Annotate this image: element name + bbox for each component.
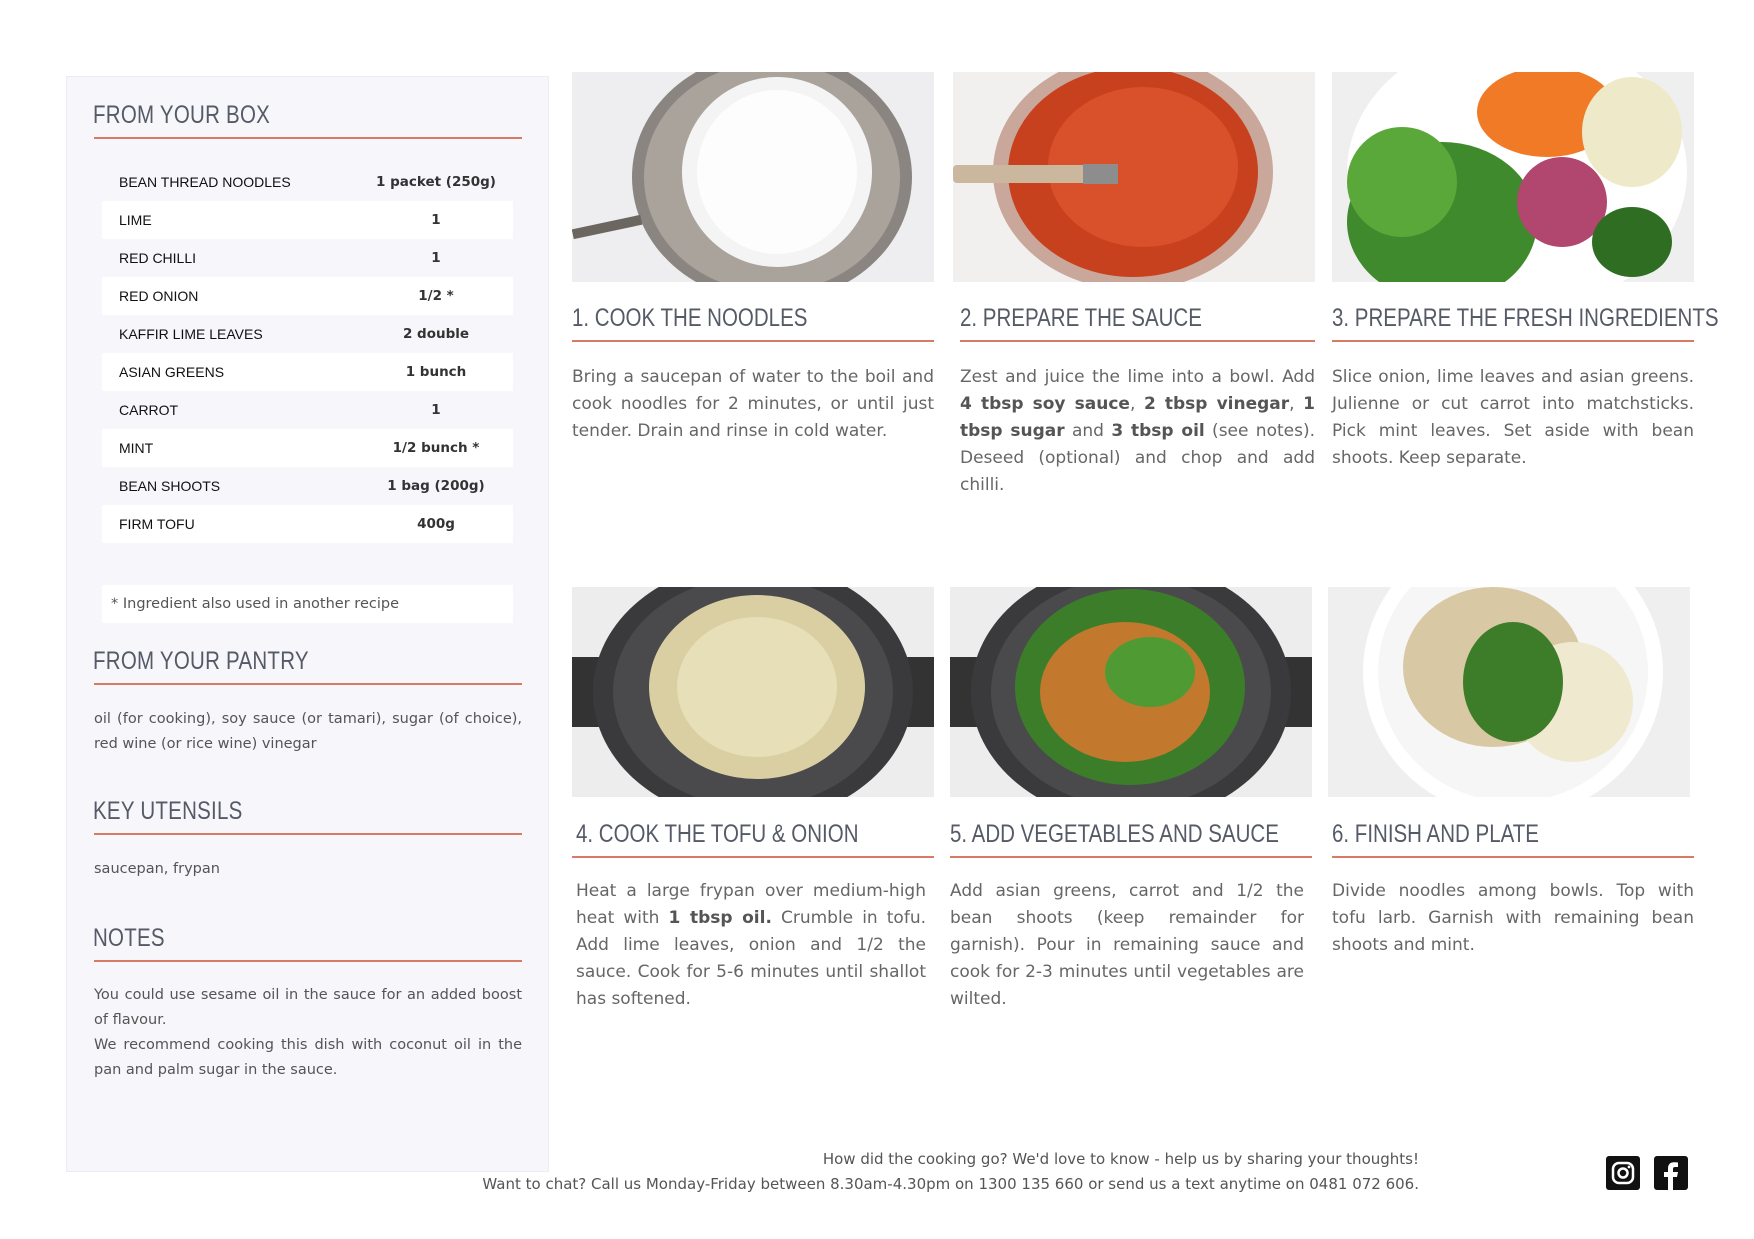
divider <box>572 856 934 858</box>
utensils-text: saucepan, frypan <box>94 861 220 877</box>
fresh-ingredients-photo <box>1332 72 1694 282</box>
divider <box>1332 856 1694 858</box>
from-your-box-title: FROM YOUR BOX <box>93 101 271 129</box>
step-6-text: Divide noodles among bowls. Top with tofu larb. Garnish with remaining bean shoots and mint. <box>1332 881 1694 955</box>
step-6-title: 6. FINISH AND PLATE <box>1332 820 1539 848</box>
footer-contact-text: Want to chat? Call us Monday-Friday between 8.30am-4.30pm on 1300 135 660 or send us a text anytime on 0481 072 606. <box>482 1175 1419 1193</box>
ingredient-qty: 1/2 bunch * <box>359 429 513 467</box>
step-4-title: 4. COOK THE TOFU & ONION <box>576 820 859 848</box>
divider <box>960 340 1315 342</box>
text-run-bold: 4 tbsp soy sauce <box>960 394 1130 414</box>
tofu-photo <box>572 587 934 797</box>
notes-text-2: We recommend cooking this dish with coconut oil in the pan and palm sugar in the sauce. <box>94 1037 522 1078</box>
step-5-title: 5. ADD VEGETABLES AND SAUCE <box>950 820 1279 848</box>
ingredient-name: CARROT <box>119 402 179 418</box>
ingredients-sidebar <box>66 76 549 1172</box>
step-3-title: 3. PREPARE THE FRESH INGREDIENTS <box>1332 304 1719 332</box>
text-run: Zest and juice the lime into a bowl. Add <box>960 367 1315 387</box>
fresh-ingredients-plate-image <box>1332 72 1694 282</box>
key-utensils-title: KEY UTENSILS <box>93 797 243 825</box>
divider <box>94 960 522 962</box>
text-run: Crumble in tofu. Add lime leaves, onion and 1/2 the sauce. Cook for 5-6 minutes until shallot has softened. <box>576 908 927 1009</box>
ingredient-name: RED ONION <box>102 277 359 315</box>
ingredient-qty: 1 packet (250g) <box>376 174 496 190</box>
text-run: and <box>1064 421 1112 441</box>
instagram-glyph <box>1606 1156 1640 1190</box>
divider <box>572 340 934 342</box>
table-row <box>102 277 513 315</box>
text-run-bold: 1 tbsp oil. <box>668 908 772 928</box>
table-row <box>102 201 513 239</box>
text-run: , <box>1129 394 1144 414</box>
text-run: , <box>1289 394 1304 414</box>
table-row <box>102 467 513 505</box>
step-4-text <box>576 878 926 1013</box>
vegetables-photo <box>950 587 1312 797</box>
ingredients-table <box>102 163 513 543</box>
plated-photo <box>1328 587 1690 797</box>
noodles-photo <box>572 72 934 282</box>
divider <box>94 683 522 685</box>
step-1-text: Bring a saucepan of water to the boil and cook noodles for 2 minutes, or until just tender. Drain and rinse in cold water. <box>572 367 934 441</box>
ingredient-qty: 1/2 * <box>359 277 513 315</box>
step-1-title: 1. COOK THE NOODLES <box>572 304 808 332</box>
ingredient-note: * Ingredient also used in another recipe <box>102 585 513 623</box>
notes-text-1: You could use sesame oil in the sauce for an added boost of flavour. <box>94 987 522 1028</box>
instagram-icon[interactable] <box>1606 1156 1640 1190</box>
footer-feedback-text: How did the cooking go? We'd love to know - help us by sharing your thoughts! <box>822 1150 1419 1168</box>
table-row <box>102 429 513 467</box>
table-row <box>102 315 513 353</box>
text-run-bold: 2 tbsp vinegar <box>1143 394 1290 414</box>
ingredient-name: FIRM TOFU <box>102 505 359 543</box>
ingredient-name: BEAN THREAD NOODLES <box>119 174 291 190</box>
ingredient-qty: 1 bunch <box>359 353 513 391</box>
sauce-bowl-image <box>953 72 1315 282</box>
ingredient-name: MINT <box>102 429 359 467</box>
table-row <box>102 239 513 277</box>
divider <box>1332 340 1694 342</box>
ingredient-name: BEAN SHOOTS <box>119 478 221 494</box>
text-run: (see notes). Deseed (optional) and chop and add chilli. <box>960 421 1315 495</box>
ingredient-name: LIME <box>102 201 359 239</box>
divider <box>94 137 522 139</box>
ingredient-qty: 400g <box>359 505 513 543</box>
table-row <box>102 391 513 429</box>
table-row <box>102 163 513 201</box>
ingredient-name: RED CHILLI <box>119 250 197 266</box>
plated-bowl-image <box>1328 587 1690 797</box>
notes-title: NOTES <box>93 924 165 952</box>
ingredient-qty: 1 <box>431 250 441 266</box>
divider <box>94 833 522 835</box>
ingredient-name: ASIAN GREENS <box>102 353 359 391</box>
from-your-pantry-title: FROM YOUR PANTRY <box>93 647 309 675</box>
pantry-text: oil (for cooking), soy sauce (or tamari), sugar (of choice), red wine (or rice wine) vinegar <box>94 711 522 752</box>
ingredient-qty: 1 <box>431 402 441 418</box>
text-run-bold: 3 tbsp oil <box>1111 421 1205 441</box>
table-row <box>102 353 513 391</box>
ingredient-qty: 2 double <box>402 326 470 342</box>
table-row <box>102 505 513 543</box>
noodles-in-colander-image <box>572 72 934 282</box>
facebook-glyph <box>1654 1156 1688 1190</box>
step-2-text <box>960 364 1315 499</box>
step-3-text: Slice onion, lime leaves and asian greens. Julienne or cut carrot into matchsticks. Pick mint leaves. Set aside with bean shoots. Keep separate. <box>1332 367 1694 468</box>
ingredient-name: KAFFIR LIME LEAVES <box>119 326 263 342</box>
text-run: Heat a large frypan over medium-high heat with <box>576 881 926 928</box>
ingredient-qty: 1 bag (200g) <box>387 478 485 494</box>
step-2-title: 2. PREPARE THE SAUCE <box>960 304 1202 332</box>
vegetables-in-pan-image <box>950 587 1312 797</box>
text-run-bold: 1 tbsp sugar <box>960 394 1315 441</box>
ingredient-qty: 1 <box>359 201 513 239</box>
step-5-text: Add asian greens, carrot and 1/2 the bean shoots (keep remainder for garnish). Pour in remaining sauce and cook for 2-3 minutes until vegetables are wilted. <box>950 881 1304 1009</box>
facebook-icon[interactable] <box>1654 1156 1688 1190</box>
sauce-photo <box>953 72 1315 282</box>
tofu-in-pan-image <box>572 587 934 797</box>
divider <box>950 856 1312 858</box>
